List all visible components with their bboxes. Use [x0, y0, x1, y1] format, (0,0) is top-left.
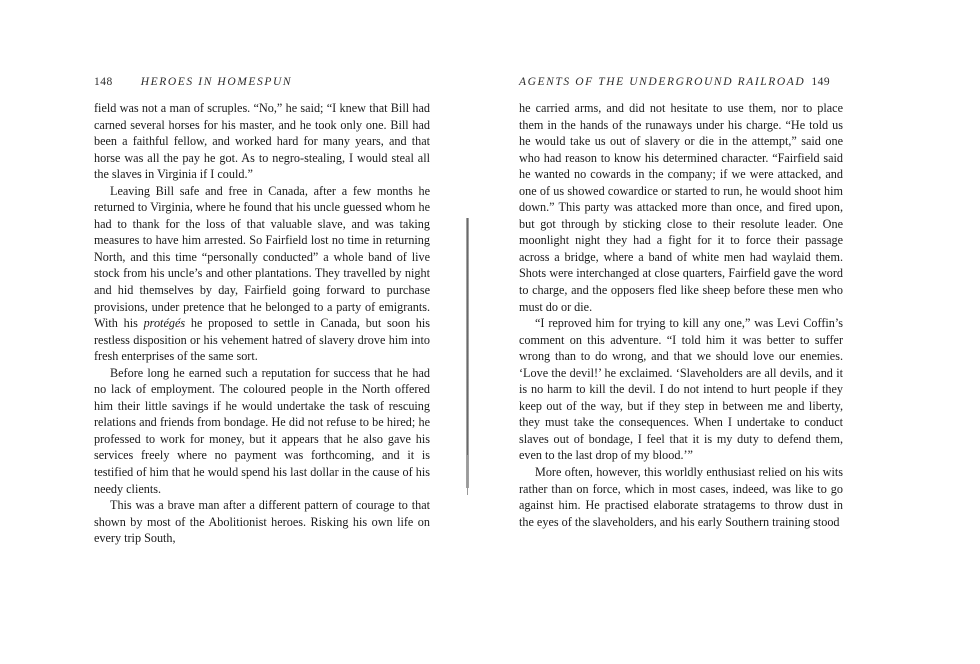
paragraph: Before long he earned such a reputation for success that he had no lack of employment. The coloured people in the North offered him their little savings if he would undertake the task of rescuing relations and friends from bondage. He did not refuse to be hired; he professed to work for money, but it appears that he also gave his services freely where no payment was forthcoming, and it is testified of him that he would spend his last dollar in the cause of his needy clients.	[94, 365, 430, 496]
book-gutter	[466, 218, 469, 488]
right-page-number: 149	[811, 76, 831, 88]
right-page	[490, 0, 980, 664]
left-running-head	[94, 76, 292, 88]
paragraph-part: he proposed to settle in Canada, but soon his restless disposition or his vehement hatred of slavery drove him into fresh enterprises of the same sort.	[94, 316, 430, 364]
paragraph	[94, 183, 430, 365]
paragraph: More often, however, this worldly enthusiast relied on his wits rather than on force, which in most cases, indeed, was like to go against him. He practised elaborate stratagems to throw dust in the eyes of the slaveholders, and his early Southern training stood	[519, 465, 843, 529]
book-gutter-lower	[467, 455, 468, 495]
right-running-head	[519, 76, 830, 88]
paragraph: This was a brave man after a different pattern of courage to that shown by most of the Abolitionist heroes. Risking his own life on every trip South,	[94, 498, 430, 546]
left-body-text	[94, 100, 430, 547]
paragraph-part: Leaving Bill safe and free in Canada, after a few months he returned to Virginia, where he found that his uncle guessed whom he had to thank for the loss of that valuable slave, and was taking measures to have him arrested. So Fairfield lost no time in returning North, and this time “personally conducted” a whole band of live stock from his uncle’s and other plantations. They travelled by night and hid themselves by day, Fairfield going forward to purchase provisions, under pretence that he belonged to a party of emigrants. With his	[94, 183, 430, 331]
italic-word: protégés	[143, 316, 186, 331]
right-body-text	[519, 100, 843, 530]
right-chapter-title: AGENTS OF THE UNDERGROUND RAILROAD	[519, 76, 806, 88]
left-page	[0, 0, 470, 664]
paragraph: field was not a man of scruples. “No,” he said; “I knew that Bill had carned several horses for his master, and he took only one. Bill had been a faithful fellow, and worked hard for many years, and that horse was all the pay he got. As to negro-stealing, I would steal all the slaves in Virginia if I could.”	[94, 101, 430, 182]
paragraph: “I reproved him for trying to kill any one,” was Levi Coffin’s comment on this adventure. “I told him it was better to suffer wrong than to do wrong, and that we should love our enemies. ‘Love the devil!’ he exclaimed. ‘Slaveholders are all devils, and it is no harm to kill the devil. I do not intend to hurt people if they keep out of the way, but if they step in between me and liberty, they must take the consequences. When I undertake to conduct slaves out of bondage, I feel that it is my duty to defend them, even to the last drop of my blood.’”	[519, 316, 843, 463]
left-page-number: 148	[94, 76, 113, 88]
paragraph: he carried arms, and did not hesitate to use them, nor to place them in the hands of the runaways under his charge. “He told us he would take us out of slavery or die in the attempt,” said one who had reason to know his determined character. “Fairfield said he wanted no cowards in the company; if we were attacked, and one of us showed cowardice or started to run, he would shoot him down.” This party was attacked more than once, and fired upon, but got through by sticking close to their resolute leader. One moonlight night they had a fight for it to force their passage across a bridge, where a band of white men had waylaid them. Shots were interchanged at close quarters, Fairfield gave the word to charge, and the opposers fled like sheep before these men who must do or die.	[519, 101, 843, 314]
left-book-title: HEROES IN HOMESPUN	[140, 76, 293, 88]
